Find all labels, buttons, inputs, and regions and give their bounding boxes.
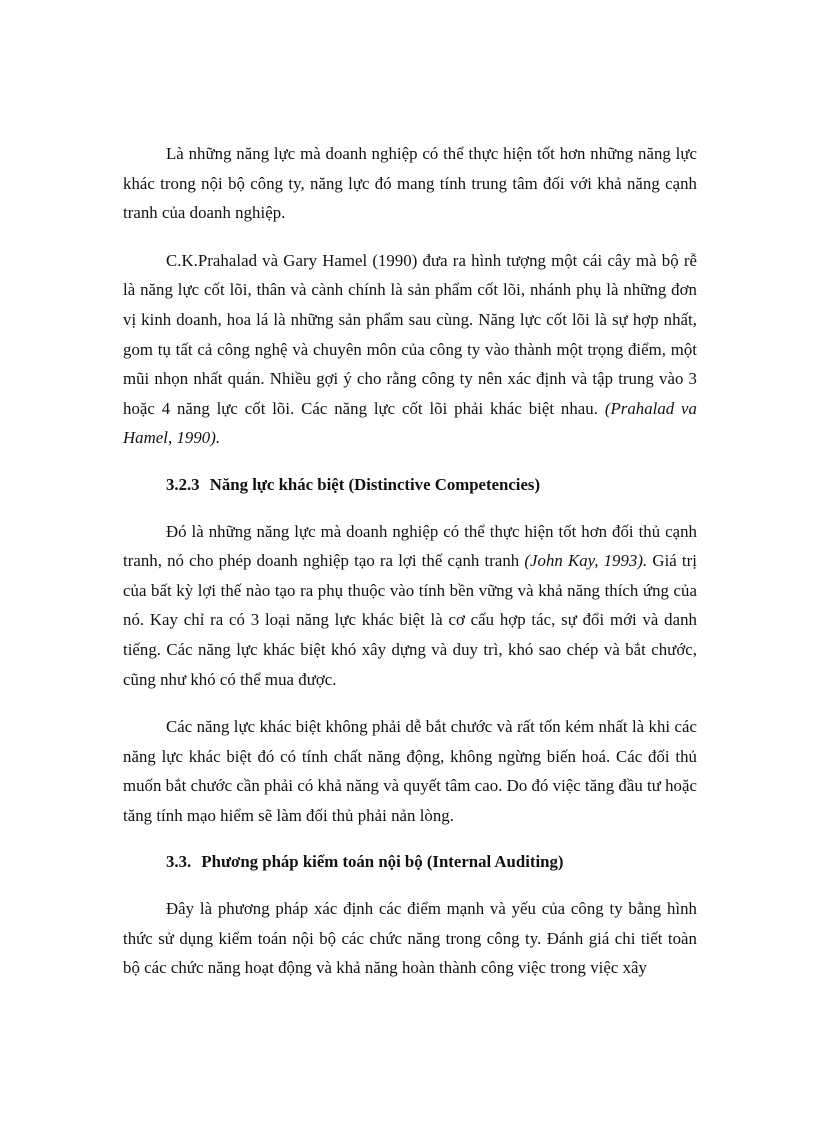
citation: (John Kay, 1993). bbox=[524, 551, 648, 571]
paragraph-distinctive-definition bbox=[123, 517, 697, 695]
document-page bbox=[123, 139, 697, 983]
paragraph-text: Các năng lực khác biệt không phải dễ bắt chước và rất tốn kém nhất là khi các năng lực khác biệt đó có tính chất năng động, không ngừng biến hoá. Các đối thủ muốn bắt chước cần phải có khả năng và quyết tâm cao. Do đó việc tăng đầu tư hoặc tăng tính mạo hiểm sẽ làm đối thủ phải nản lòng. bbox=[123, 717, 697, 825]
paragraph-distinctive-imitation bbox=[123, 712, 697, 830]
paragraph-core-competency-definition bbox=[123, 139, 697, 228]
section-title: Năng lực khác biệt (Distinctive Competencies) bbox=[209, 474, 541, 494]
paragraph-prahalad-hamel bbox=[123, 246, 697, 453]
paragraph-internal-auditing bbox=[123, 894, 697, 983]
section-heading-distinctive-competencies bbox=[123, 470, 697, 500]
section-number: 3.2.3 bbox=[166, 474, 200, 494]
paragraph-text: Giá trị của bất kỳ lợi thế nào tạo ra phụ thuộc vào tính bền vững và khả năng thích ứng của nó. Kay chỉ ra có 3 loại năng lực khác biệt là cơ cấu hợp tác, sự đổi mới và danh tiếng. Các năng lực khác biệt khó xây dựng và duy trì, khó sao chép và bắt chước, cũng như khó có thể mua được. bbox=[123, 551, 697, 689]
citation: (Prahalad va Hamel, 1990). bbox=[123, 398, 697, 448]
section-title: Phương pháp kiểm toán nội bộ (Internal Auditing) bbox=[201, 852, 564, 872]
section-heading-internal-auditing bbox=[123, 847, 697, 877]
paragraph-text: Là những năng lực mà doanh nghiệp có thể thực hiện tốt hơn những năng lực khác trong nội bộ công ty, năng lực đó mang tính trung tâm đối với khả năng cạnh tranh của doanh nghiệp. bbox=[123, 144, 697, 223]
paragraph-text: Đây là phương pháp xác định các điểm mạnh và yếu của công ty bằng hình thức sử dụng kiểm toán nội bộ các chức năng trong công ty. Đánh giá chi tiết toàn bộ các chức năng hoạt động và khả năng hoàn thành công việc trong việc xây bbox=[123, 899, 697, 978]
paragraph-text: C.K.Prahalad và Gary Hamel (1990) đưa ra hình tượng một cái cây mà bộ rễ là năng lực cốt lõi, thân và cành chính là sản phẩm cốt lõi, nhánh phụ là những đơn vị kinh doanh, hoa lá là những sản phẩm sau cùng. Năng lực cốt lõi là sự hợp nhất, gom tụ tất cả công nghệ và chuyên môn của công ty vào thành một trọng điểm, một mũi nhọn nhất quán. Nhiều gợi ý cho rằng công ty nên xác định và tập trung vào 3 hoặc 4 năng lực cốt lõi. Các năng lực cốt lõi phải khác biệt nhau. bbox=[123, 250, 697, 418]
section-number: 3.3. bbox=[166, 852, 192, 872]
paragraph-text: Đó là những năng lực mà doanh nghiệp có thể thực hiện tốt hơn đối thủ cạnh tranh, nó cho phép doanh nghiệp tạo ra lợi thế cạnh tranh bbox=[123, 521, 697, 571]
